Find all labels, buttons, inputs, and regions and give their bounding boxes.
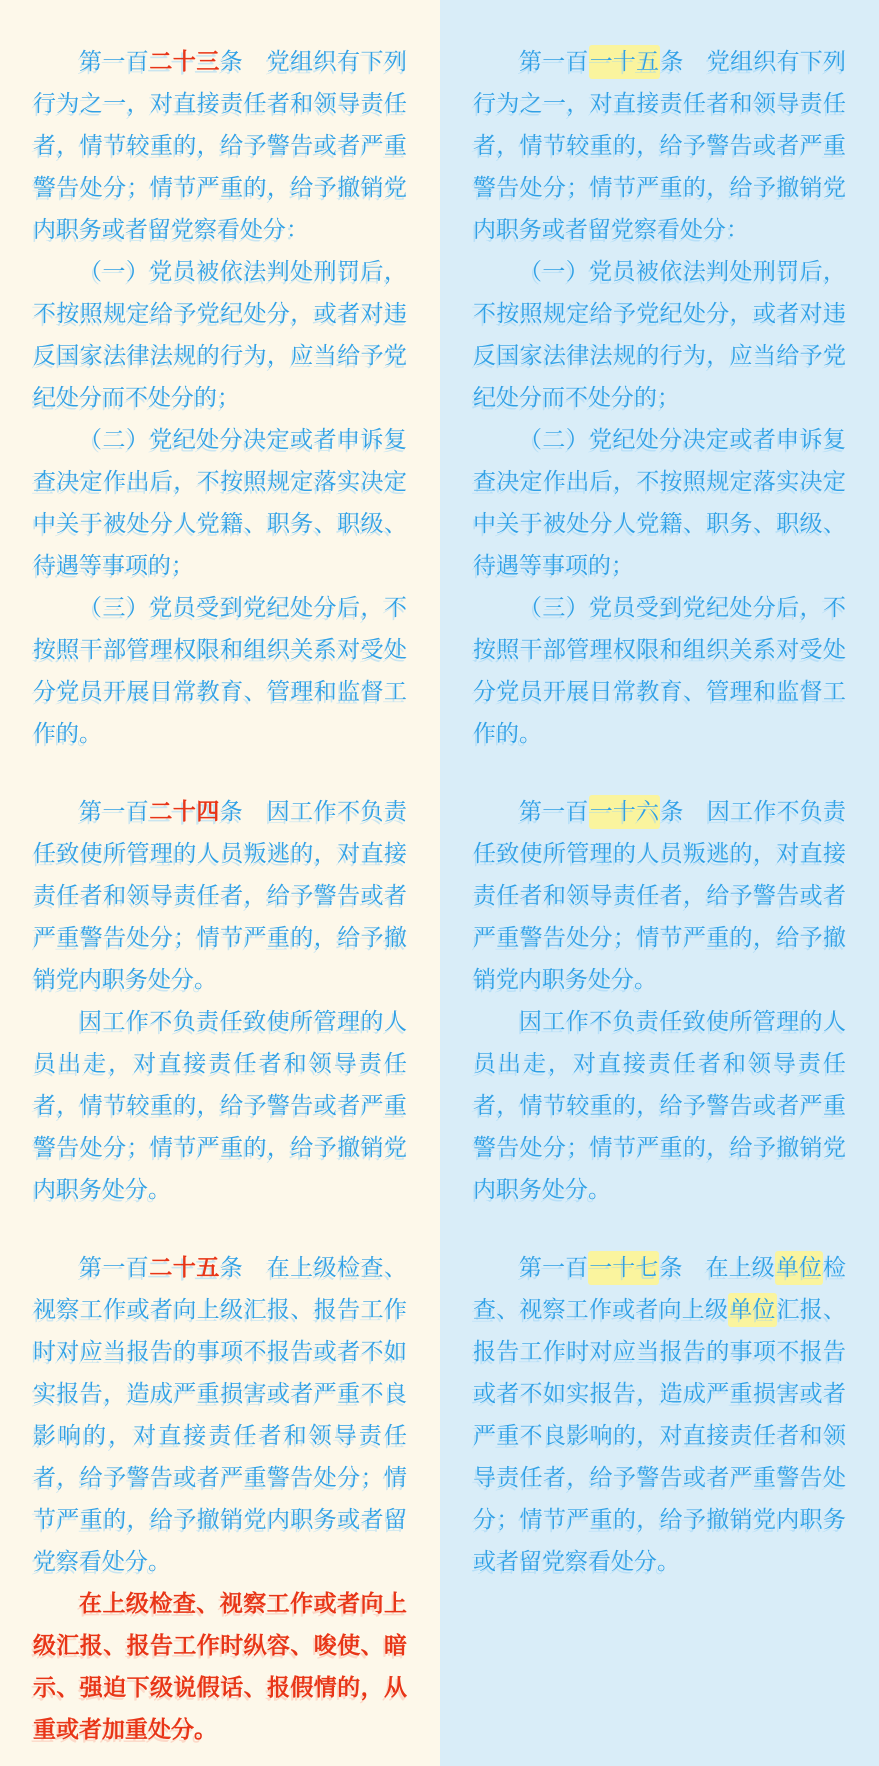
article-117-paragraph-1: [473, 1247, 846, 1583]
body-text: （一）党员被依法判处刑罚后，不按照规定给予党纪处分，或者对违反国家法律法规的行为，应当给予党纪处分而不处分的；: [33, 259, 407, 411]
red-emphasis-text: 在上级检查、视察工作或者向上级汇报、报告工作时纵容、唆使、暗示、强迫下级说假话、报假情的，从重或者加重处分。: [33, 1591, 407, 1743]
highlighted-diff-text: 单位: [775, 1251, 823, 1285]
body-text: 第一百: [79, 49, 150, 75]
body-text: 第一百: [519, 49, 589, 75]
body-text: 因工作不负责任致使所管理的人员叛逃的，对直接责任者和领导责任者，给予警告或者严重警告处分；情节严重的，给予撤销党内职务处分。: [33, 799, 408, 993]
body-text: 在上级: [682, 1255, 775, 1281]
red-emphasis-text: 二十四: [149, 799, 220, 825]
highlighted-diff-text: 一十五: [589, 45, 661, 79]
red-emphasis-text: 二十五: [149, 1255, 220, 1281]
article-123-item-1: [33, 251, 407, 419]
body-text: 条: [660, 49, 684, 75]
body-text: 党组织有下列行为之一，对直接责任者和领导责任者，情节较重的，给予警告或者严重警告处分；情节严重的，给予撤销党内职务或者留党察看处分：: [33, 49, 408, 243]
body-text: 因工作不负责任致使所管理的人员叛逃的，对直接责任者和领导责任者，给予警告或者严重警告处分；情节严重的，给予撤销党内职务处分。: [473, 799, 847, 993]
article-124-paragraph-2: [33, 1001, 407, 1211]
article-124-paragraph-1: [33, 791, 407, 1001]
highlighted-diff-text: 单位: [728, 1293, 776, 1327]
article-115-item-1: [473, 251, 846, 419]
body-text: 在上级检查、视察工作或者向上级汇报、报告工作时对应当报告的事项不报告或者不如实报告，造成严重损害或者严重不良影响的，对直接责任者和领导责任者，给予警告或者严重警告处分；情节严重的，给予撤销党内职务或者留党察看处分。: [33, 1255, 408, 1575]
body-text: （三）党员受到党纪处分后，不按照干部管理权限和组织关系对受处分党员开展日常教育、管理和监督工作的。: [473, 595, 846, 747]
body-text: （二）党纪处分决定或者申诉复查决定作出后，不按照规定落实决定中关于被处分人党籍、职务、职级、待遇等事项的；: [473, 427, 846, 579]
body-text: 检查、视察工作或者向上级: [473, 1255, 847, 1323]
body-text: 第一百: [519, 1255, 589, 1281]
article-123-item-3: [33, 587, 407, 755]
article-115-item-3: [473, 587, 846, 755]
highlighted-diff-text: 一十六: [589, 795, 661, 829]
body-text: （一）党员被依法判处刑罚后，不按照规定给予党纪处分，或者对违反国家法律法规的行为，应当给予党纪处分而不处分的；: [473, 259, 846, 411]
body-text: 条: [659, 1255, 683, 1281]
highlighted-diff-text: 一十七: [588, 1251, 659, 1285]
body-text: 因工作不负责任致使所管理的人员出走，对直接责任者和领导责任者，情节较重的，给予警告或者严重警告处分；情节严重的，给予撤销党内职务处分。: [33, 1009, 407, 1203]
body-text: （二）党纪处分决定或者申诉复查决定作出后，不按照规定落实决定中关于被处分人党籍、职务、职级、待遇等事项的；: [33, 427, 407, 579]
article-116-paragraph-1: [473, 791, 846, 1001]
body-text: 条: [660, 799, 684, 825]
article-115-item-2: [473, 419, 846, 587]
body-text: 条: [219, 49, 244, 75]
body-text: 汇报、报告工作时对应当报告的事项不报告或者不如实报告，造成严重损害或者严重不良影响的，对直接责任者和领导责任者，给予警告或者严重警告处分；情节严重的，给予撤销党内职务或者留党察看处分。: [473, 1297, 847, 1575]
article-123-opening: [33, 41, 407, 251]
body-text: 党组织有下列行为之一，对直接责任者和领导责任者，情节较重的，给予警告或者严重警告处分；情节严重的，给予撤销党内职务或者留党察看处分：: [473, 49, 847, 243]
body-text: 条: [219, 799, 244, 825]
body-text: 条: [219, 1255, 244, 1281]
article-115-opening: [473, 41, 846, 251]
right-version-column: [440, 0, 879, 1766]
article-123-item-2: [33, 419, 407, 587]
body-text: 因工作不负责任致使所管理的人员出走，对直接责任者和领导责任者，情节较重的，给予警告或者严重警告处分；情节严重的，给予撤销党内职务处分。: [473, 1009, 846, 1203]
body-text: （三）党员受到党纪处分后，不按照干部管理权限和组织关系对受处分党员开展日常教育、管理和监督工作的。: [33, 595, 407, 747]
article-116-paragraph-2: [473, 1001, 846, 1211]
body-text: 第一百: [79, 799, 150, 825]
article-125-paragraph-1: [33, 1247, 407, 1583]
body-text: 第一百: [519, 799, 589, 825]
body-text: 第一百: [79, 1255, 150, 1281]
article-125-added-paragraph: [33, 1583, 407, 1751]
red-emphasis-text: 二十三: [149, 49, 220, 75]
